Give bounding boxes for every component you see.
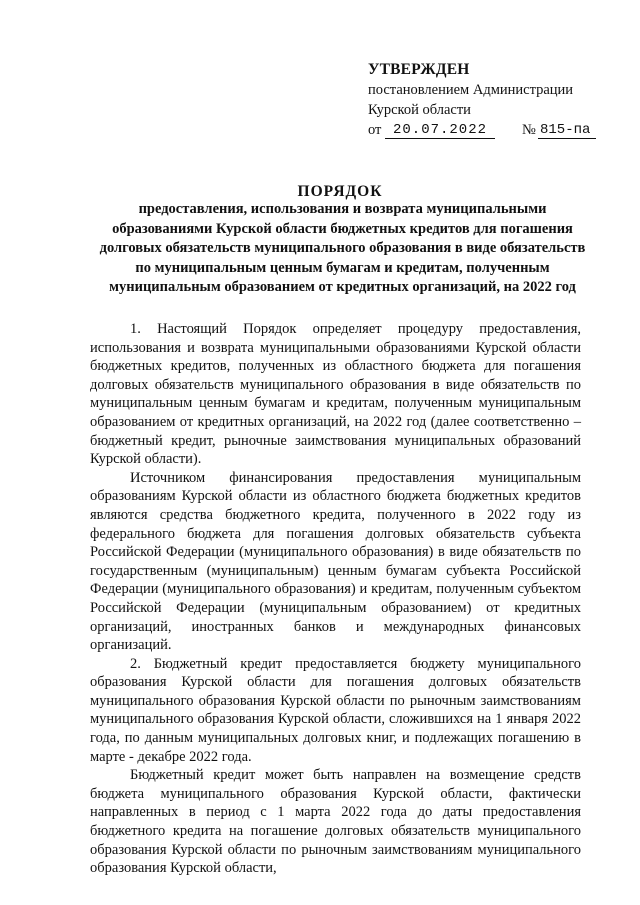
date-prefix: от	[368, 122, 382, 138]
paragraph-2: Источником финансирования предоставления муниципальным образованиям Курской области из областного бюджета бюджетных кредитов являются средства бюджетного кредита, полученного в 2022 году из федерального бюджета для погашения долговых обязательств субъекта Российской Федерации (муниципального образования) в виде обязательств по государственным (муниципальным) ценным бумагам субъекта Российской Федерации (муниципального образования) и кредитам, полученным субъектом Российской Федерации (муниципальным образованием) от кредитных организаций, иностранных банков и международных финансовых организаций.	[90, 469, 581, 654]
approval-title: УТВЕРЖДЕН	[368, 61, 470, 78]
paragraph-3: 2. Бюджетный кредит предоставляется бюджету муниципального образования Курской области для погашения долговых обязательств муниципального образования Курской области по рыночным заимствованиям муниципального образования Курской области, сложившихся на 1 января 2022 года, по данным муниципальных долговых книг, и подлежащих погашению в марте - декабре 2022 года.	[90, 655, 581, 765]
number-prefix: №	[522, 122, 536, 138]
approval-date: 20.07.2022	[385, 120, 495, 139]
approval-line-1: постановлением Администрации	[368, 82, 574, 98]
approval-stamp	[368, 60, 618, 142]
document-body	[90, 320, 581, 878]
approval-date-line	[368, 120, 618, 142]
paragraph-4: Бюджетный кредит может быть направлен на возмещение средств бюджета муниципального образования Курской области, фактически направленных в период с 1 марта 2022 года до даты предоставления бюджетного кредита на погашение долговых обязательств муниципального образования Курской области по рыночным заимствованиям муниципального образования Курской области,	[90, 767, 581, 877]
paragraph-1: 1. Настоящий Порядок определяет процедуру предоставления, использования и возврата муниципальными образованиями Курской области бюджетных кредитов, полученных из областного бюджета для погашения долговых обязательств муниципального образования в виде обязательств по муниципальным ценным бумагам и кредитам, полученным муниципальным образованием от кредитных организаций, на 2022 год (далее соответственно – бюджетный кредит, рыночные заимствования муниципальных образований Курской области).	[90, 321, 581, 468]
document-title: ПОРЯДОК	[297, 183, 383, 200]
document-subtitle: предоставления, использования и возврата муниципальными образованиями Курской области бюджетных кредитов для погашения долговых обязательств муниципального образования в виде обязательств по муниципальным ценным бумагам и кредитам, полученным муниципальным образованием от кредитных организаций, на 2022 год	[99, 201, 586, 295]
approval-number: 815-па	[538, 120, 596, 139]
approval-line-2: Курской области	[368, 102, 471, 118]
